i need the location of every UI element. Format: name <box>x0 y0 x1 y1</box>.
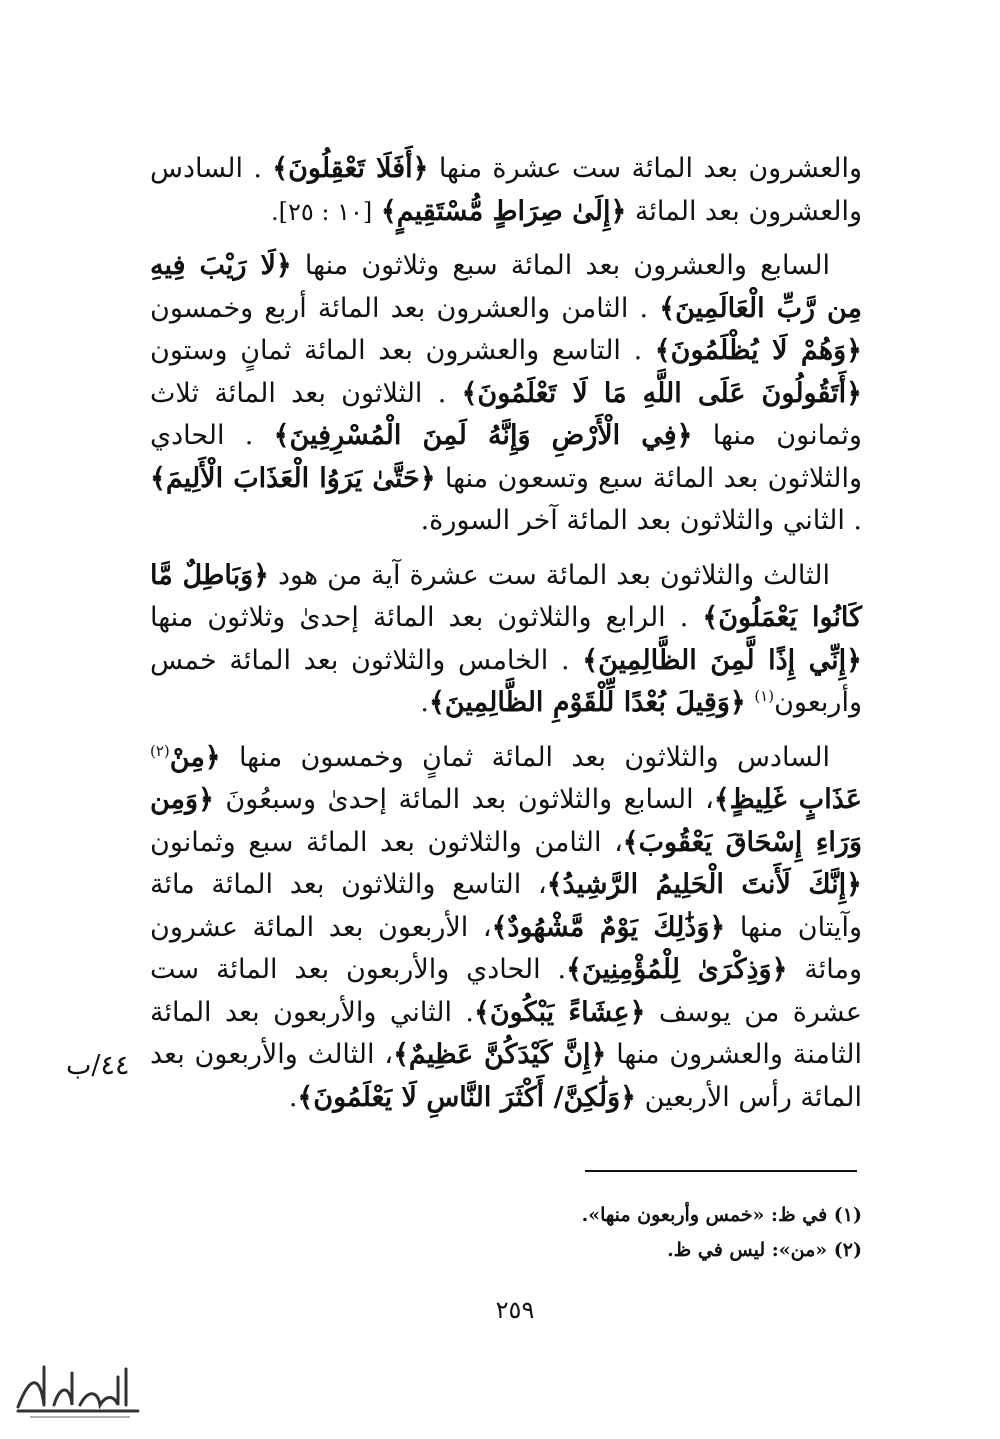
quran-verse: وَذِكْرَىٰ لِلْمُؤْمِنِينَ <box>581 954 772 985</box>
text: السادس والثلاثون بعد المائة ثمانٍ وخمسون منها <box>238 741 830 773</box>
quran-bracket-open: ﴿ <box>846 869 862 900</box>
text: السابع والعشرون بعد المائة سبع وثلاثون منها <box>304 250 830 281</box>
quran-bracket-open: ﴿ <box>253 559 269 591</box>
quran-verse: إِنَّ كَيْدَكُنَّ عَظِيمٌ <box>408 1039 591 1070</box>
quran-bracket-close: ﴾ <box>273 420 290 451</box>
quran-bracket-close: ﴾ <box>150 462 166 494</box>
text: ، التاسع والثلاثون بعد المائة مائة وآيتان منها <box>150 869 862 943</box>
paragraph-3 <box>150 555 862 725</box>
quran-verse: وَقِيلَ بُعْدًا لِّلْقَوْمِ الظَّالِمِينَ <box>444 687 730 718</box>
text: ، السابع والثلاثون بعد المائة إحدىٰ وسبعُونَ <box>225 784 714 815</box>
quran-bracket-open: ﴿ <box>629 996 646 1028</box>
quran-bracket-open: ﴿ <box>846 377 862 409</box>
quran-bracket-close: ﴾ <box>702 602 719 633</box>
quran-bracket-open: ﴿ <box>620 1081 636 1113</box>
quran-bracket-close: ﴾ <box>380 195 397 227</box>
quran-verse: عَذَابٍ غَلِيظٍ <box>729 784 863 815</box>
quran-verse: أَتَقُولُونَ عَلَى اللَّهِ مَا لَا تَعْلَمُونَ <box>477 377 847 409</box>
quran-bracket-close: ﴾ <box>659 292 676 324</box>
quran-bracket-open: ﴿ <box>771 954 788 985</box>
footnote-2: (٢) «من»: ليس في ظ. <box>667 1239 862 1261</box>
text: . <box>288 1081 298 1113</box>
page-number: ٢٥٩ <box>495 1296 535 1324</box>
quran-verse: وَبَاطِلٌ مَّا كَانُوا يَعْمَلُونَ <box>150 559 862 633</box>
text: ، الثالث والأربعون بعد المائة رأس الأربعين <box>150 1039 862 1113</box>
quran-verse: عِشَاءً يَبْكُونَ <box>489 996 630 1028</box>
footnote-marker[interactable]: (١) <box>754 687 775 705</box>
footnotes <box>440 1198 862 1268</box>
text: . السادس والعشرون بعد المائة <box>150 153 862 227</box>
quran-verse: مِنْ <box>169 741 205 773</box>
text: . الثامن والعشرون بعد المائة أربع وخمسون <box>150 292 649 324</box>
text: ، الأربعون بعد المائة عشرون ومائة <box>150 911 862 985</box>
quran-bracket-open: ﴿ <box>846 644 862 676</box>
text: . الخامس والثلاثون بعد المائة خمس وأربعون <box>150 644 862 718</box>
quran-bracket-open: ﴿ <box>204 741 221 773</box>
quran-verse: إِنِّي إِذًا لَّمِنَ الظَّالِمِينَ <box>598 644 847 676</box>
footnote-divider <box>585 1170 857 1172</box>
quran-bracket-close: ﴾ <box>546 869 563 900</box>
quran-bracket-close: ﴾ <box>713 784 730 815</box>
paragraph-2 <box>150 245 862 543</box>
quran-bracket-close: ﴾ <box>582 644 599 676</box>
paragraph-4 <box>150 737 862 1120</box>
quran-bracket-open: ﴿ <box>709 911 726 943</box>
text: . <box>420 687 429 718</box>
text: والعشرون بعد المائة ست عشرة منها <box>438 153 862 184</box>
text: . الحادي والثلاثون بعد المائة سبع وتسعون منها <box>150 420 862 494</box>
quran-bracket-close: ﴾ <box>393 1039 409 1070</box>
quran-verse: وَذَٰلِكَ يَوْمٌ مَّشْهُودٌ <box>507 911 710 943</box>
quran-bracket-open: ﴿ <box>846 335 862 366</box>
verse-reference: [١٠ : ٢٥]. <box>270 197 373 226</box>
paragraph-1 <box>150 148 862 233</box>
quran-verse: إِنَّكَ لَأَنتَ الْحَلِيمُ الرَّشِيدُ <box>562 869 847 900</box>
text: . الثلاثون بعد المائة ثلاث وثمانون منها <box>150 377 862 451</box>
quran-verse: وَهُمْ لَا يُظْلَمُونَ <box>670 335 847 366</box>
text: . الحادي والأربعون بعد المائة ست عشرة من يوسف <box>150 954 862 1028</box>
quran-bracket-open: ﴿ <box>729 687 746 718</box>
quran-bracket-close: ﴾ <box>566 954 582 985</box>
quran-bracket-open: ﴿ <box>198 784 214 815</box>
text: . الثاني والثلاثون بعد المائة آخر السورة. <box>420 505 862 536</box>
quran-bracket-open: ﴿ <box>676 420 693 451</box>
quran-bracket-open: ﴿ <box>590 1039 607 1070</box>
quran-bracket-close: ﴾ <box>428 687 445 718</box>
quran-bracket-close: ﴾ <box>272 153 289 184</box>
footnote-1: (١) في ظ: «خمس وأربعون منها». <box>581 1204 862 1226</box>
quran-bracket-open: ﴿ <box>419 462 436 494</box>
quran-verse: لَا رَيْبَ فِيهِ مِن رَّبِّ الْعَالَمِينَ <box>150 250 863 324</box>
text: . التاسع والعشرون بعد المائة ثمانٍ وستون <box>150 335 643 366</box>
text: . الرابع والثلاثون بعد المائة إحدىٰ وثلاثون منها <box>150 602 689 633</box>
page-body <box>150 148 862 1131</box>
quran-verse: أَفَلَا تَعْقِلُونَ <box>288 153 413 184</box>
quran-verse: فِي الْأَرْضِ وَإِنَّهُ لَمِنَ الْمُسْرِفِينَ <box>289 420 677 451</box>
calligraphy-watermark-icon <box>10 1355 145 1425</box>
quran-bracket-open: ﴿ <box>275 250 292 281</box>
quran-bracket-close: ﴾ <box>622 826 639 858</box>
manuscript-folio-note: ٤٤/ب <box>66 1050 130 1081</box>
quran-bracket-open: ﴿ <box>412 153 429 184</box>
text: . الثاني والأربعون بعد المائة الثامنة والعشرون منها <box>150 996 862 1070</box>
quran-bracket-close: ﴾ <box>474 996 490 1028</box>
footnote-marker[interactable]: (٢) <box>150 741 170 760</box>
quran-bracket-close: ﴾ <box>654 335 671 366</box>
text: الثالث والثلاثون بعد المائة ست عشرة آية من هود <box>277 559 830 591</box>
quran-verse: وَمِن وَرَاءِ إِسْحَاقَ يَعْقُوبَ <box>150 784 862 858</box>
watermark-logo <box>10 1355 145 1425</box>
quran-bracket-open: ﴿ <box>610 195 627 227</box>
quran-verse: إِلَىٰ صِرَاطٍ مُّسْتَقِيمٍ <box>396 195 611 227</box>
quran-bracket-close: ﴾ <box>297 1081 314 1113</box>
quran-bracket-close: ﴾ <box>491 911 508 943</box>
quran-verse: وَلَٰكِنَّ/ أَكْثَرَ النَّاسِ لَا يَعْلَمُونَ <box>313 1081 621 1113</box>
text: ، الثامن والثلاثون بعد المائة سبع وثمانون <box>150 826 623 858</box>
quran-verse: حَتَّىٰ يَرَوُا الْعَذَابَ الْأَلِيمَ <box>165 462 420 494</box>
quran-bracket-close: ﴾ <box>461 377 478 409</box>
